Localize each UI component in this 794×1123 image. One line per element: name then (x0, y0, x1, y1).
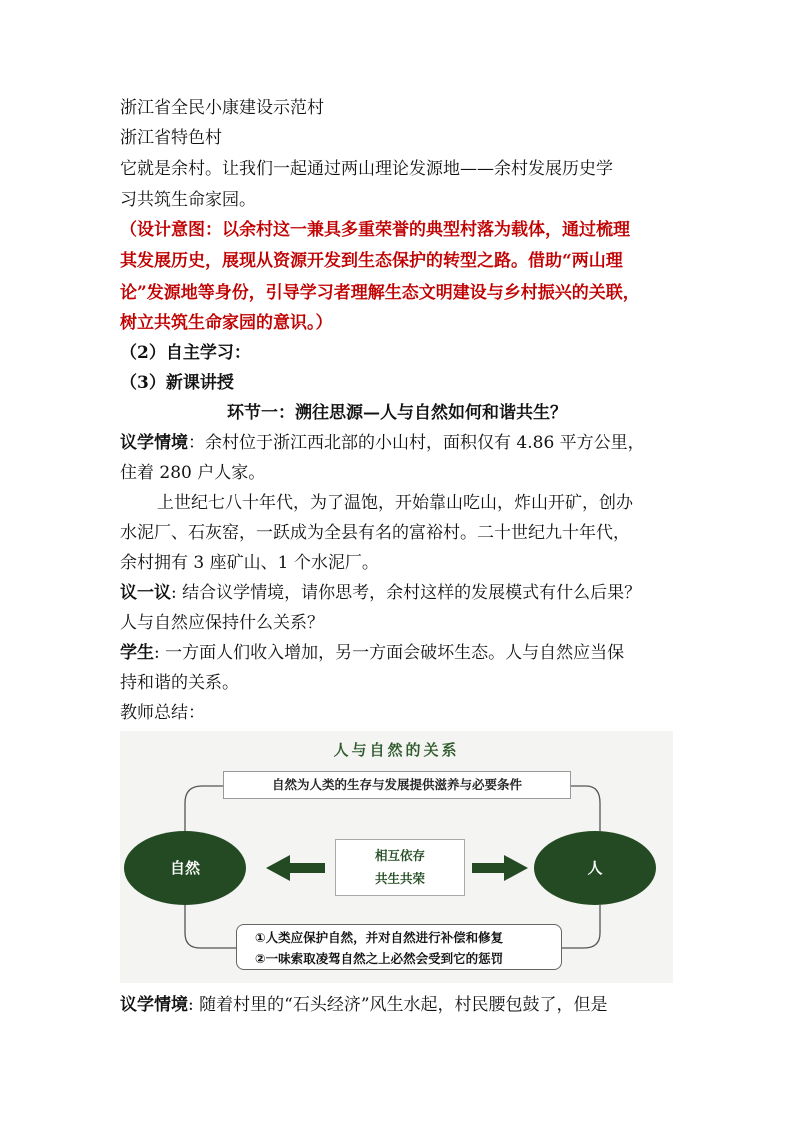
text-line: 教师总结： (120, 703, 205, 723)
text-line: 住着 280 户人家。 (120, 463, 266, 483)
text-line: 余村拥有 3 座矿山、1 个水泥厂。 (120, 553, 379, 573)
text-line (120, 433, 645, 453)
diagram-top-box: 自然为人类的生存与发展提供滋养与必要条件 (223, 771, 571, 799)
text-line: 习共筑生命家园。 (120, 190, 256, 210)
bottom-line: ①人类应保护自然，并对自然进行补偿和修复 (255, 930, 504, 945)
section-title: 环节一：溯往思源—人与自然如何和谐共生？ (227, 403, 567, 423)
diagram-center-box (335, 839, 465, 896)
diagram-title: 人与自然的关系 (333, 741, 460, 759)
center-line: 共生共荣 (374, 871, 425, 886)
design-note: 论”发源地等身份，引导学习者理解生态文明建设与乡村振兴的关联， (120, 283, 640, 303)
text-line (120, 643, 624, 663)
text: : 结合议学情境，请你思考，余村这样的发展模式有什么后果？ (171, 583, 642, 603)
text-line: 浙江省特色村 (120, 128, 222, 148)
text-line: 人与自然应保持什么关系？ (120, 613, 324, 633)
design-note: （设计意图：以余村这一兼具多重荣誉的典型村落为载体，通过梳理 (120, 220, 630, 240)
diagram-bottom-box (236, 924, 562, 970)
relationship-diagram (120, 731, 673, 983)
right-arrow-icon (472, 855, 528, 881)
text-line: 上世纪七八十年代，为了温饱，开始靠山吃山，炸山开矿，创办 (157, 493, 633, 513)
text: : 随着村里的“石头经济”风生水起，村民腰包鼓了，但是 (188, 995, 608, 1015)
text-line (120, 583, 641, 603)
left-arrow-icon (266, 855, 325, 881)
label: 议学情境 (120, 995, 188, 1015)
label: 议学情境 (120, 433, 188, 453)
bottom-line: ②一味索取凌驾自然之上必然会受到它的惩罚 (255, 951, 504, 966)
text-line: 水泥厂、石灰窑，一跃成为全县有名的富裕村。二十世纪九十年代， (120, 523, 630, 543)
center-line: 相互依存 (374, 848, 425, 863)
label: 议一议 (120, 583, 171, 603)
human-circle: 人 (534, 831, 656, 905)
text-line: 浙江省全民小康建设示范村 (120, 98, 324, 118)
nature-circle: 自然 (124, 831, 246, 905)
label: 学生 (120, 643, 154, 663)
heading: （3）新课讲授 (120, 373, 234, 393)
text-line: 持和谐的关系。 (120, 673, 239, 693)
text: ：余村位于浙江西北部的小山村，面积仅有 4.86 平方公里， (188, 433, 645, 453)
heading: （2）自主学习： (120, 343, 251, 363)
text-line: 它就是余村。让我们一起通过两山理论发源地——余村发展历史学 (120, 159, 613, 179)
design-note: 其发展历史，展现从资源开发到生态保护的转型之路。借助“两山理 (120, 251, 623, 271)
design-note: 树立共筑生命家园的意识。） (120, 313, 333, 333)
text-line (120, 995, 608, 1015)
text: : 一方面人们收入增加，另一方面会破坏生态。人与自然应当保 (154, 643, 625, 663)
